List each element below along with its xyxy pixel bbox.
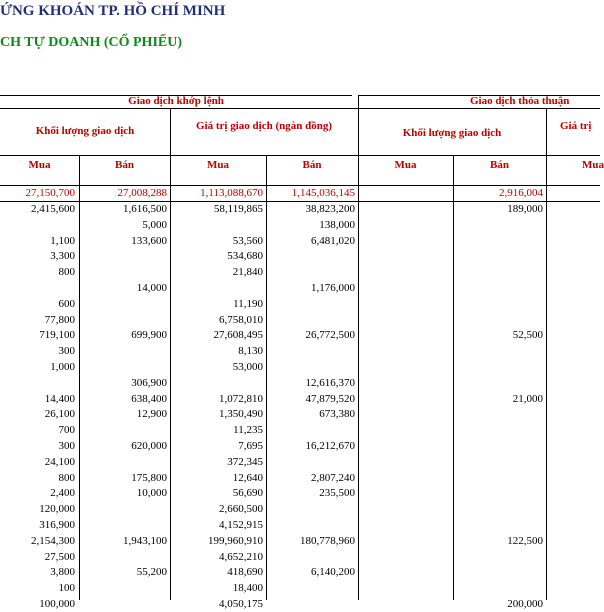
table-cell: 38,823,200	[305, 203, 355, 215]
page-subtitle: CH TỰ DOANH (CỔ PHIẾU)	[0, 35, 182, 50]
table-cell: 300	[58, 440, 75, 452]
table-cell: 27,500	[44, 550, 75, 563]
table-cell: 175,800	[131, 471, 167, 484]
header-sell: Bán	[490, 159, 509, 171]
table-cell: 120,000	[39, 503, 75, 516]
table-cell: 26,772,500	[305, 329, 355, 342]
table-cell: 56,690	[232, 487, 263, 500]
page-title: ỨNG KHOÁN TP. HỒ CHÍ MINH	[0, 3, 226, 19]
table-cell: 534,680	[227, 250, 263, 263]
table-cell: 3,800	[50, 566, 75, 579]
table-cell: 53,560	[232, 234, 263, 247]
table-cell: 316,900	[39, 519, 75, 531]
table-cell: 21,000	[512, 392, 543, 405]
table-cell: 10,000	[136, 487, 167, 500]
table-cell: 2,154,300	[31, 534, 75, 547]
table-cell: 4,652,210	[219, 550, 263, 563]
header-sell: Bán	[302, 159, 322, 171]
header-buy: Mua	[582, 159, 604, 171]
table-cell: 1,176,000	[311, 282, 355, 294]
table-cell: 14,000	[136, 282, 167, 294]
table-cell: 11,235	[233, 424, 263, 437]
table-cell: 27,150,700	[25, 187, 75, 199]
table-cell: 2,916,004	[499, 187, 543, 199]
table-cell: 1,616,500	[123, 203, 167, 215]
rule	[0, 155, 600, 156]
table-cell: 300	[58, 345, 75, 358]
table-cell: 27,008,288	[117, 187, 167, 199]
table-cell: 1,145,036,145	[291, 187, 355, 199]
table-cell: 12,640	[232, 471, 263, 484]
table-cell: 11,190	[233, 297, 263, 310]
table-cell: 1,072,810	[219, 392, 263, 405]
table-cell: 673,380	[319, 408, 355, 421]
table-cell: 24,100	[44, 455, 75, 468]
header-volume-agreed: Khối lượng giao dịch	[402, 127, 502, 139]
table-cell: 638,400	[131, 392, 167, 405]
table-cell: 700	[58, 424, 75, 437]
rule	[0, 108, 600, 109]
header-buy: Mua	[28, 159, 51, 171]
table-cell: 1,100	[50, 234, 75, 247]
rule	[546, 108, 547, 600]
table-cell: 600	[58, 297, 75, 310]
table-cell: 1,000	[50, 361, 75, 373]
table-cell: 16,212,670	[305, 440, 355, 452]
table-cell: 58,119,865	[213, 203, 263, 215]
table-cell: 77,800	[44, 313, 75, 326]
table-cell: 12,616,370	[305, 376, 355, 389]
table-cell: 47,879,520	[305, 392, 355, 405]
table-cell: 235,500	[319, 487, 355, 500]
table-cell: 699,900	[131, 329, 167, 342]
table-cell: 199,960,910	[208, 534, 263, 547]
table-cell: 12,900	[136, 408, 167, 421]
table-cell: 2,807,240	[311, 471, 355, 484]
table-cell: 100,000	[39, 598, 75, 610]
table-cell: 4,152,915	[219, 519, 263, 531]
table-cell: 14,400	[44, 392, 75, 405]
table-cell: 138,000	[319, 218, 355, 231]
table-cell: 100	[58, 582, 75, 595]
table-cell: 372,345	[227, 455, 263, 468]
table-cell: 1,350,490	[219, 408, 263, 421]
table-cell: 200,000	[507, 598, 543, 610]
table-cell: 26,100	[44, 408, 75, 421]
table-cell: 21,840	[232, 266, 263, 279]
table-cell: 306,900	[131, 376, 167, 389]
table-cell: 180,778,960	[300, 534, 355, 547]
table-cell: 53,000	[232, 361, 263, 373]
table-cell: 719,100	[39, 329, 75, 342]
table-cell: 2,415,600	[31, 203, 75, 215]
table-cell: 122,500	[507, 534, 543, 547]
group-agreed: Giao dịch thỏa thuận	[470, 95, 570, 107]
table-cell: 7,695	[238, 440, 263, 452]
table-cell: 55,200	[136, 566, 167, 579]
group-matched: Giao dịch khớp lệnh	[128, 95, 224, 107]
table-cell: 800	[58, 471, 75, 484]
table-cell: 189,000	[507, 203, 543, 215]
table-cell: 2,660,500	[219, 503, 263, 516]
table-cell: 5,000	[142, 218, 167, 231]
table-cell: 6,481,020	[311, 234, 355, 247]
table-cell: 800	[58, 266, 75, 279]
table-cell: 4,050,175	[219, 598, 263, 610]
header-value-agreed: Giá trị	[560, 120, 592, 132]
header-volume-matched: Khối lượng giao dịch	[35, 125, 135, 137]
header-buy: Mua	[207, 159, 229, 171]
table-cell: 2,400	[50, 487, 75, 500]
table-cell: 52,500	[512, 329, 543, 342]
table-cell: 1,943,100	[123, 534, 167, 547]
table-cell: 3,300	[50, 250, 75, 263]
trading-table	[0, 95, 604, 610]
table-cell: 27,608,495	[213, 329, 263, 342]
table-cell: 6,140,200	[311, 566, 355, 579]
table-cell: 620,000	[131, 440, 167, 452]
table-cell: 133,600	[131, 234, 167, 247]
header-sell: Bán	[115, 159, 134, 171]
table-cell: 1,113,088,670	[200, 187, 263, 199]
header-buy: Mua	[394, 159, 417, 171]
table-cell: 6,758,010	[219, 313, 263, 326]
table-cell: 18,400	[232, 582, 263, 595]
table-cell: 418,690	[227, 566, 263, 579]
header-value-matched: Giá trị giao dịch (ngàn đồng)	[196, 120, 332, 132]
table-cell: 8,130	[238, 345, 263, 358]
